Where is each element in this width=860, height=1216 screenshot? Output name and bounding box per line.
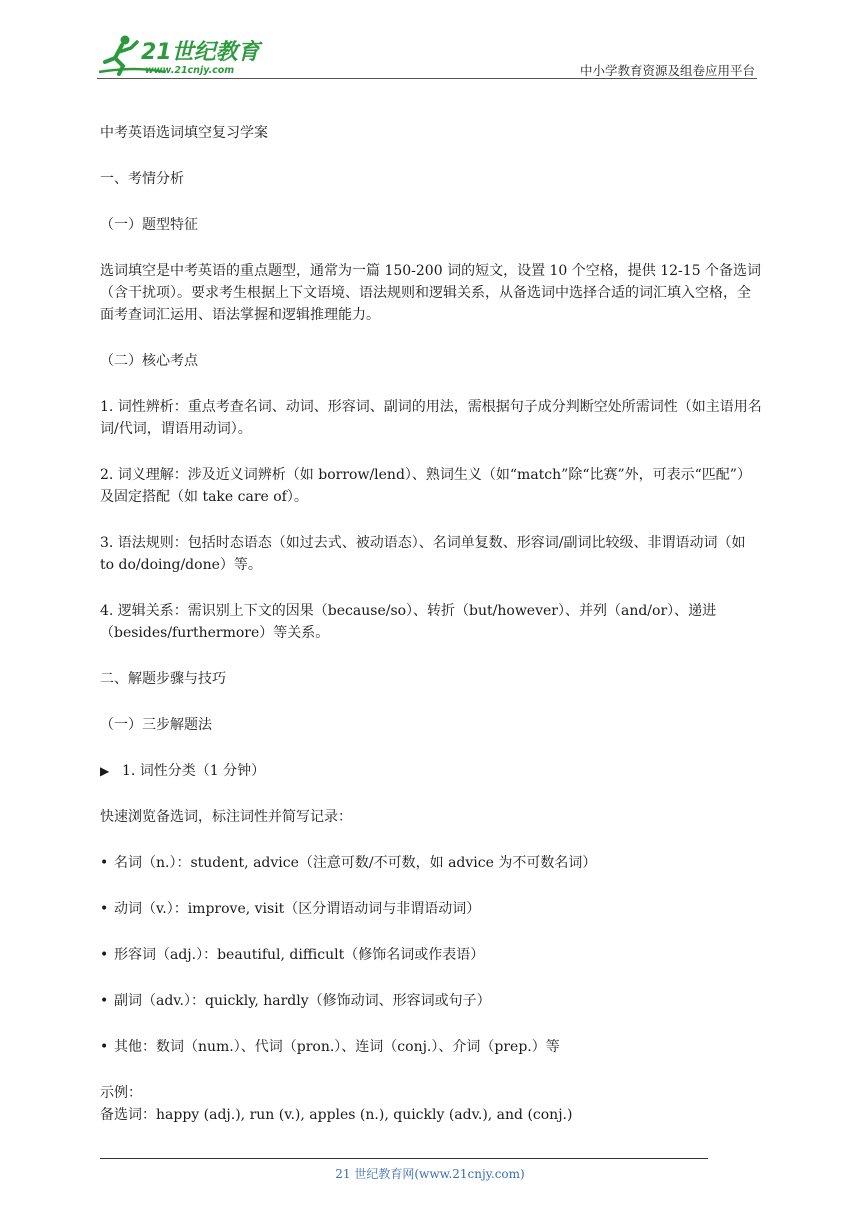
bullet-text: 其他：数词（num.）、代词（pron.）、连词（conj.）、介词（prep.）等 [114,1039,560,1055]
list-item [100,852,764,874]
point-word-meaning: 2. 词义理解：涉及近义词辨析（如 borrow/lend）、熟词生义（如“match”除“比赛”外，可表示“匹配”）及固定搭配（如 take care of）。 [100,467,751,505]
section-heading-steps: 二、解题步骤与技巧 [100,671,226,687]
point-part-of-speech: 1. 词性辨析：重点考查名词、动词、形容词、副词的用法，需根据句子成分判断空处所需词性（如主语用名词/代词，谓语用动词）。 [100,399,762,437]
logo-brand-text: 21世纪教育 [141,40,260,65]
footer-link[interactable]: 21 世纪教育网(www.21cnjy.com) [335,1167,525,1181]
triangle-right-icon: ▶ [100,764,110,778]
bullet-text: 动词（v.）：improve, visit（区分谓语动词与非谓语动词） [114,901,481,917]
bullet-text: 副词（adv.）：quickly, hardly（修饰动词、形容词或句子） [114,993,491,1009]
step-1-heading [100,760,764,782]
subheading-question-features: （一）题型特征 [100,217,198,233]
example-text: 备选词：happy (adj.), run (v.), apples (n.), quickly (adv.), and (conj.) [100,1107,573,1123]
logo-url-text: www.21cnjy.com [145,65,235,76]
point-grammar-rules: 3. 语法规则：包括时态语态（如过去式、被动语态）、名词单复数、形容词/副词比较级、非谓语动词（如 to do/doing/done）等。 [100,535,746,573]
list-item [100,898,764,920]
bullet-icon: • [100,993,109,1009]
step-1-label: 1. 词性分类（1 分钟） [122,763,266,779]
example-label: 示例： [100,1085,142,1101]
subheading-three-steps: （一）三步解题法 [100,717,212,733]
bullet-icon: • [100,901,109,917]
document-body [100,122,764,1126]
bullet-text: 名词（n.）：student, advice（注意可数/不可数，如 advice 为不可数名词） [114,855,597,871]
point-logic: 4. 逻辑关系：需识别上下文的因果（because/so）、转折（but/however）、并列（and/or）、递进（besides/furthermore）等关系。 [100,603,717,641]
bullet-icon: • [100,1039,109,1055]
site-logo[interactable] [95,32,265,80]
bullet-icon: • [100,855,109,871]
paragraph-features: 选词填空是中考英语的重点题型，通常为一篇 150-200 词的短文，设置 10 个空格，提供 12-15 个备选词（含干扰项）。要求考生根据上下文语境、语法规则和逻辑关系，从备选词中选择合适的词汇填入空格，全面考查词汇运用、语法掌握和逻辑推理能力。 [100,263,762,323]
runner-logo-icon [95,32,265,80]
header-platform-name: 中小学教育资源及组卷应用平台 [579,63,755,78]
header-divider [97,78,757,79]
list-item [100,1036,764,1058]
section-heading-analysis: 一、考情分析 [100,171,184,187]
bullet-text: 形容词（adj.）：beautiful, difficult（修饰名词或作表语） [114,947,485,963]
subheading-core-points: （二）核心考点 [100,353,198,369]
bullet-icon: • [100,947,109,963]
footer-divider [100,1158,708,1159]
list-item [100,944,764,966]
list-item [100,990,764,1012]
page-header [0,0,860,90]
step-1-description: 快速浏览备选词，标注词性并简写记录： [100,809,352,825]
document-title: 中考英语选词填空复习学案 [100,125,268,141]
